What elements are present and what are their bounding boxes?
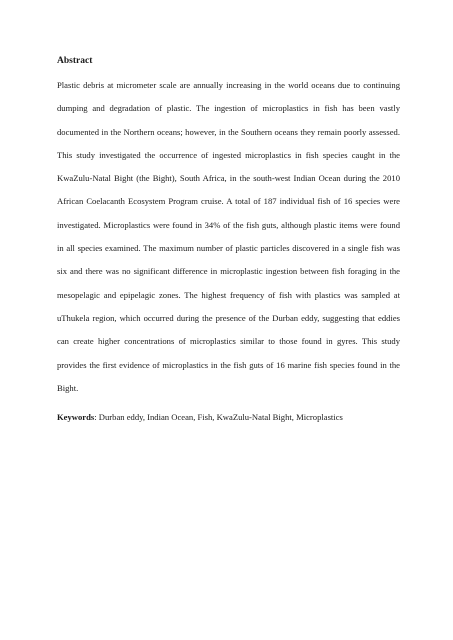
abstract-paragraph: Plastic debris at micrometer scale are annually increasing in the world oceans due to continuing dumping and degradation of plastic. The ingestion of microplastics in fish has been vastly documented in the Northern oceans; however, in the Southern oceans they remain poorly assessed. This study investigated the occurrence of ingested microplastics in fish species caught in the KwaZulu-Natal Bight (the Bight), South Africa, in the south-west Indian Ocean during the 2010 African Coelacanth Ecosystem Program cruise. A total of 187 individual fish of 16 species were investigated. Microplastics were found in 34% of the fish guts, although plastic items were found in all species examined. The maximum number of plastic particles discovered in a single fish was six and there was no significant difference in microplastic ingestion between fish foraging in the mesopelagic and epipelagic zones. The highest frequency of fish with plastics was sampled at uThukela region, which occurred during the presence of the Durban eddy, suggesting that eddies can create higher concentrations of microplastics similar to those found in gyres. This study provides the first evidence of microplastics in the fish guts of 16 marine fish species found in the Bight. — [57, 80, 400, 393]
keywords-label: Keywords — [57, 412, 95, 422]
keywords-list: Durban eddy, Indian Ocean, Fish, KwaZulu-Natal Bight, Microplastics — [96, 412, 343, 422]
keywords-line — [57, 410, 400, 424]
abstract-heading: Abstract — [57, 56, 93, 66]
abstract-section — [57, 55, 400, 400]
keywords-separator: : — [94, 412, 97, 422]
